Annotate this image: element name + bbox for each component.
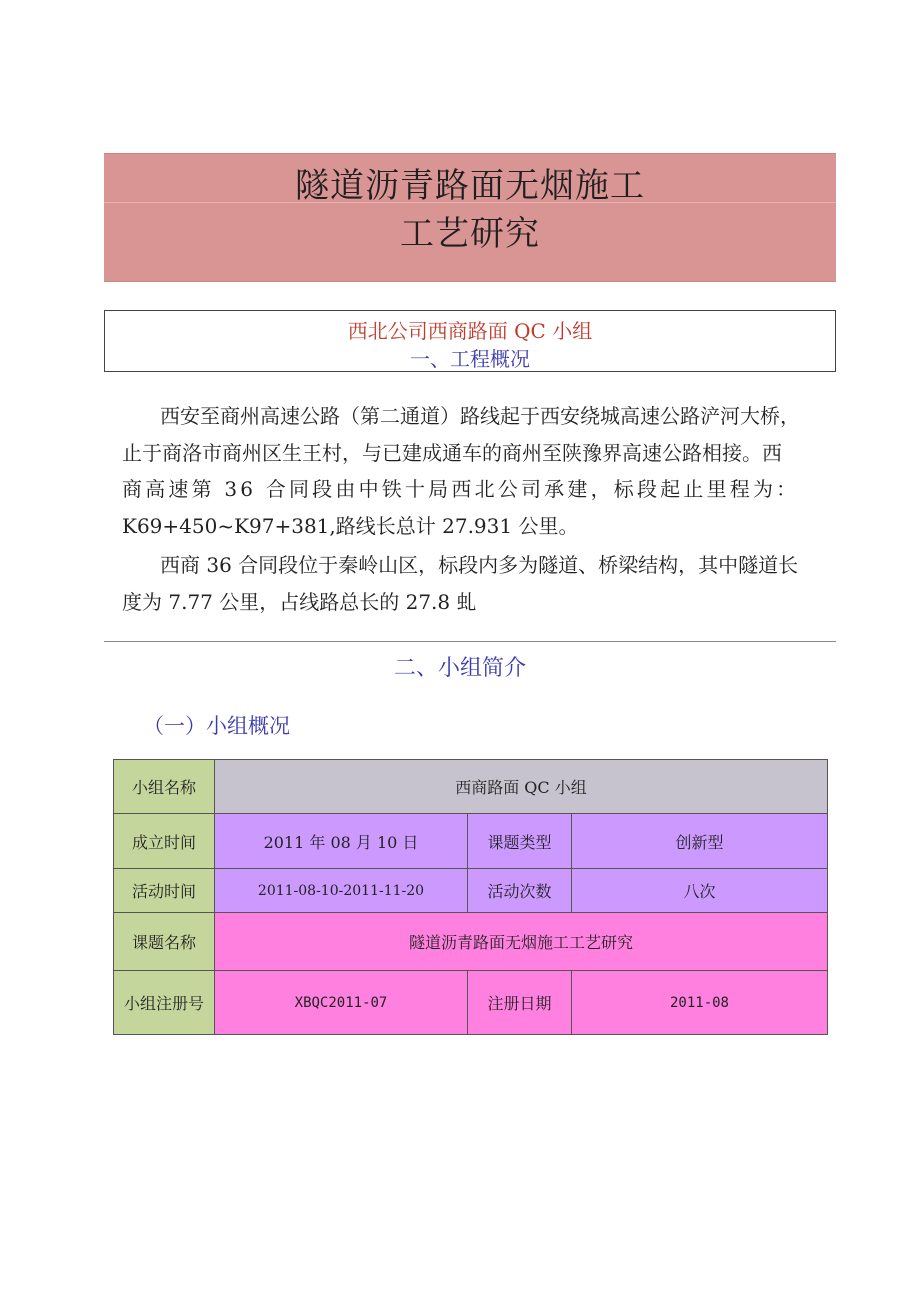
table-row (114, 760, 828, 814)
table-row (114, 869, 828, 913)
activity-time-value: 2011-08-10-2011-11-20 (215, 869, 468, 913)
table-row (114, 814, 828, 869)
overview-line: 止于商洛市商州区生王村，与已建成通车的商州至陕豫界高速公路相接。西 (122, 440, 782, 465)
activity-time-label: 活动时间 (114, 869, 215, 913)
reg-date-label: 注册日期 (468, 971, 572, 1035)
topic-name-value: 隧道沥青路面无烟施工工艺研究 (215, 913, 828, 971)
section-1-heading: 一、工程概况 (410, 347, 530, 371)
activity-count-value: 八次 (572, 869, 828, 913)
section-2-heading: 二、小组简介 (393, 656, 526, 681)
title-line-2: 工艺研究 (400, 214, 540, 254)
subsection-heading: （一）小组概况 (143, 714, 290, 738)
topic-type-label: 课题类型 (468, 814, 572, 869)
overview-paragraph-1 (122, 398, 834, 544)
reg-date-value: 2011-08 (572, 971, 828, 1035)
overview-line: K69+450~K97+381,路线长总计 27.931 公里。 (122, 513, 579, 538)
section-divider (104, 641, 836, 642)
group-name-label: 小组名称 (114, 760, 215, 814)
group-info-table (113, 759, 828, 1035)
title-line-1: 隧道沥青路面无烟施工 (295, 166, 645, 206)
overview-line: 商高速第 36 合同段由中铁十局西北公司承建，标段起止里程为： (122, 477, 800, 501)
group-name-value: 西商路面 QC 小组 (215, 760, 828, 814)
founded-value: 2011 年 08 月 10 日 (215, 814, 468, 869)
activity-count-label: 活动次数 (468, 869, 572, 913)
founded-label: 成立时间 (114, 814, 215, 869)
overview-line: 度为 7.77 公里，占线路总长的 27.8 虬 (122, 589, 477, 614)
subtitle-box (104, 310, 836, 372)
table-row (114, 913, 828, 971)
overview-line: 西商 36 合同段位于秦岭山区，标段内多为隧道、桥梁结构，其中隧道长 (160, 553, 799, 577)
topic-name-label: 课题名称 (114, 913, 215, 971)
table-row (114, 971, 828, 1035)
overview-line: 西安至商州高速公路（第二通道）路线起于西安绕城高速公路浐河大桥， (160, 404, 800, 428)
reg-no-value: XBQC2011-07 (215, 971, 468, 1035)
org-name: 西北公司西商路面 QC 小组 (347, 319, 593, 343)
title-banner (104, 153, 836, 282)
topic-type-value: 创新型 (572, 814, 828, 869)
reg-no-label: 小组注册号 (114, 971, 215, 1035)
overview-paragraph-2 (122, 547, 834, 620)
